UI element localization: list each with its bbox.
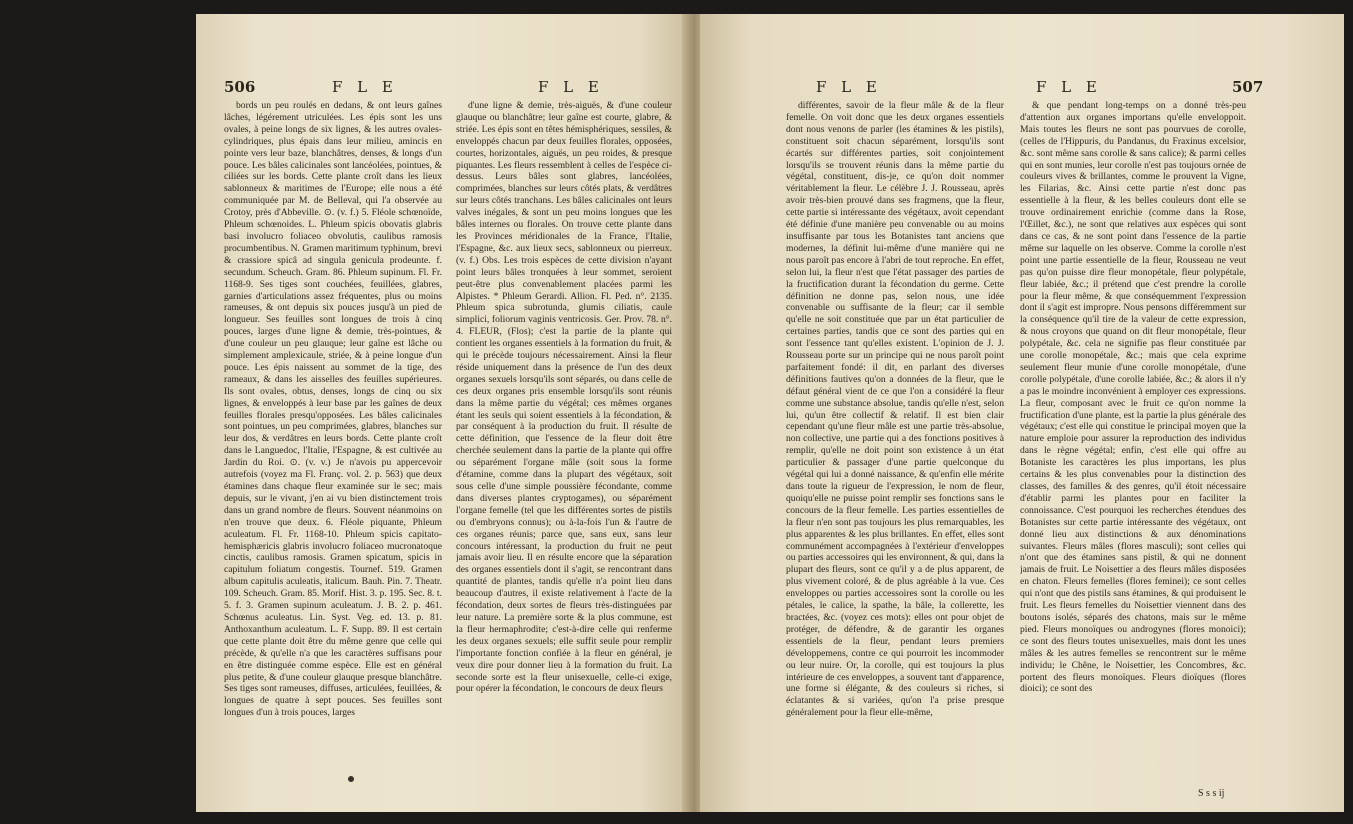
text-block: & que pendant long-temps on a donné très-peu d'attention aux organes importans qu'elle enveloppoit. Mais toutes les fleurs ne sont pas pourvues de corolle, (celles de l'Hippuris, du Pandanus, du Fraxinus excelsior, &c. sont même sans corolle & sans calice); & parmi celles qui en sont munies, leur corolle n'est pas toujours ornée de couleurs vives & brillantes, comme le prouvent la Vigne, les Filarias, &c. Ainsi cette partie n'est donc pas essentielle à la fleur, & les belles couleurs dont elle se trouve ordinairement enrichie (comme dans la Rose, l'Œillet, &c.), ne sont que relatives aux espèces qui sont dans ce cas, & ne sont point dans l'essence de la partie même sur laquelle on les observe. Comme la corolle n'est point une partie essentielle de la fleur, Rousseau ne veut pas qu'on puisse dire fleur monopétale, fleur polypétale, fleur labiée, &c.; il prétend que c'est prendre la corolle pour la fleur même, & que conséquemment l'expression dont il s'agit est impropre. Nous pensons différemment sur la conséquence qu'il tire de la valeur de cette expression, & nous croyons que quand on dit fleur monopétale, fleur polypétale, &c. cela ne signifie pas fleur constituée par une corolle monopétale, &c.; mais que cela exprime seulement fleur munie d'une corolle monopétale, d'une corolle polypétale, d'une corolle labiée, &c.; & alors il n'y a pas le moindre inconvénient à employer ces expressions. La fleur, composant avec le fruit ce qu'on nomme la fructification d'une plante, est la partie la plus générale des végétaux; c'est elle qui constitue le principal moyen que la nature emploie pour assurer la reproduction des individus dans le règne végétal; enfin, c'est elle qui offre au Botaniste les caractères les plus importans, les plus certains & les plus convenables pour la distinction des classes, des familles & des genres, qu'il étoit nécessaire d'établir parmi les plantes pour en faciliter la connoissance. C'est pourquoi les recherches étendues des Botanistes sur cette partie intéressante des végétaux, ont donné lieu aux distinctions & aux dénominations suivantes. Fleurs mâles (flores masculi); sont celles qui n'ont que des étamines sans pistil, & qui ne donnent jamais de fruit. Le Noisettier a des fleurs mâles disposées en chaton. Fleurs femelles (flores feminei); ce sont celles qui n'ont que des pistils sans étamines, & qui produisent le fruit. Les fleurs femelles du Noisettier viennent dans des boutons isolés, séparés des chatons, mais sur le même pied. Fleurs monoïques ou androgynes (flores monoici); ce sont des fleurs toutes unisexuelles, mais dont les unes mâles & les autres femelles se rencontrent sur le même individu; le Chêne, le Noisettier, les Concombres, &c. portent des fleurs monoïques. Fleurs dioïques (flores dioici); ce sont des bbox=[1020, 100, 1246, 695]
running-head-right-1: F L E bbox=[816, 78, 882, 96]
book-spread bbox=[196, 14, 1344, 812]
running-head-right-2: F L E bbox=[1036, 78, 1102, 96]
right-page bbox=[700, 14, 1344, 812]
ink-dot bbox=[348, 776, 354, 782]
text-block: différentes, savoir de la fleur mâle & de la fleur femelle. On voit donc que les deux organes essentiels dont nous venons de parler (les étamines & les pistils), constituent soit chacun séparément, lorsqu'ils sont écartés sur différentes parties, soit conjointement lorsqu'ils se trouvent réunis dans la même partie du végétal, constituent, dis-je, ce qu'on doit nommer véritablement la fleur. Le célèbre J. J. Rousseau, après avoir très-bien prouvé dans ses fragmens, que la fleur, cette partie si intéressante des végétaux, avoit cependant été définie d'une manière peu convenable ou au moins insuffisante par tous les Botanistes tant anciens que modernes, la définit lui-même d'une manière qui ne nous paroît pas encore à l'abri de tout reproche. En effet, selon lui, la fleur n'est que l'état passager des parties de la fructification durant la fécondation du germe. Cette définition ne donne pas, selon nous, une idée convenable ou suffisante de la fleur; car il semble qu'elle ne soit constituée que par un état particulier de certaines parties, tandis que ce sont des parties qui en sont l'essence tant qu'elles existent. L'opinion de J. J. Rousseau porte sur un principe qui ne nous paroît point parfaitement fondé: il dit, en parlant des diverses définitions fautives qu'on a données de la fleur, que le défaut général vient de ce que l'on a considéré la fleur comme une substance absolue, tandis qu'elle n'est, selon lui, qu'un être collectif & relatif. Il est bien clair cependant qu'une fleur mâle est une partie très-absolue, non collective, une partie qui a des fonctions positives à remplir, qu'elle ne doit point son existence à un état particulier & passager d'une partie quelconque du végétal qui lui a donné naissance, & qu'enfin elle mérite dans toute la rigueur de l'expression, le nom de fleur, quoiqu'elle ne puisse point remplir ses fonctions sans le concours de la fleur femelle. Les parties essentielles de la fleur n'en sont pas toujours les plus remarquables, les plus apparentes & les plus brillantes. En effet, elles sont communément accompagnées à l'extérieur d'enveloppes ou parties accessoires qui les environnent, & qui, dans la plupart des fleurs, sont ce qu'il y a de plus apparent, de plus vivement coloré, & de plus agréable à la vue. Ces enveloppes ou parties accessoires sont la corolle ou les pétales, le calice, la spathe, la bâle, la collerette, les bractées, &c. (voyez ces mots): elles ont pour objet de protéger, de défendre, & de garantir les organes essentiels de la fleur, pendant leurs premiers développemens, contre ce qui pourroit les incommoder ou leur nuire. Or, la corolle, qui est toujours la plus intérieure de ces enveloppes, a souvent tant d'apparence, une forme si élégante, & des couleurs si riches, si éclatantes & si variées, qu'on l'a prise presque généralement pour la fleur elle-même, bbox=[786, 100, 1004, 719]
page-number-left: 506 bbox=[224, 78, 256, 96]
text-block: bords un peu roulés en dedans, & ont leurs gaînes lâches, légérement utriculées. Les épis sont les uns ovales, à peine longs de six lignes, & les autres ovales-cylindriques, plus épais dans leur milieu, amincis en pointe vers leur baze, blanchâtres, denses, & longs d'un pouce. Les bâles calicinales sont lancéolées, pointues, & ciliées sur les bords. Cette plante croît dans les lieux sablonneux & maritimes de l'Europe; elle nous a été communiquée par M. de Belleval, qui l'a observée au Crotoy, près d'Abbeville. ⊙. (v. f.) 5. Fléole schœnoïde, Phleum schœnoides. L. Phleum spicis obovatis glabris basi involucro foliaceo obvolutis, caulibus ramosis procumbentibus. N. Gramen maritimum typhinum, brevi & crassiore spicâ ad singula genicula prodeunte. f. secundum. Scheuch. Gram. 86. Phleum supinum. Fl. Fr. 1168-9. Ses tiges sont couchées, feuillées, glabres, garnies d'articulations assez fréquentes, plus ou moins rameuses, & ont depuis six pouces jusqu'à un pied de longueur. Ses feuilles sont longues de trois à cinq pouces, larges d'une ligne & demie, très-pointues, & d'une couleur un peu glauque; leur gaîne est lâche ou simplement amplexicaule, striée, & à peine longue d'un pouce. Les épis naissent au sommet de la tige, des rameaux, & dans les aisselles des feuilles supérieures. Ils sont ovales, obtus, denses, longs de cinq ou six lignes, & enveloppés à leur base par les gaînes de deux feuilles florales presqu'opposées. Les bâles calicinales sont pointues, un peu comprimées, glabres, blanches sur leur dos, & verdâtres en leurs bords. Cette plante croît dans le Languedoc, l'Italie, l'Espagne, & est cultivée au Jardin du Roi. ⊙. (v. v.) Je n'avois pu appercevoir autrefois (voyez ma Fl. Franç. vol. 2. p. 563) que deux étamines dans chaque fleur examinée sur le sec; mais depuis, sur le vivant, j'en ai vu bien distinctement trois dans un grand nombre de fleurs. Souvent néanmoins on n'en trouve que deux. 6. Fléole piquante, Phleum aculeatum. Fl. Fr. 1168-10. Phleum spicis capitato-hemisphæricis glabris involucro foliaceo mucronatoque cinctis, caulibus ramosis. Gramen spicatum, spicis in capitulum foliatum congestis. Tournef. 519. Gramen album capitulis aculeatis, italicum. Bauh. Pin. 7. Theatr. 109. Scheuch. Gram. 85. Morif. Hist. 3. p. 195. Sec. 8. t. 5. f. 3. Gramen supinum aculeatum. J. B. 2. p. 461. Schœnus aculeatus. Lin. Syst. Veg. ed. 13. p. 81. Anthoxanthum aculeatum. L. F. Supp. 89. Il est certain que cette plante doit être du même genre que celle qui précède, & qu'elle n'a que les caractères suffisans pour en être distinguée comme espèce. Elle est en général plus petite, & d'une couleur glauque presque blanchâtre. Ses tiges sont rameuses, diffuses, articulées, feuillées, & longues de quatre à sept pouces. Ses feuilles sont longues d'un à trois pouces, larges bbox=[224, 100, 442, 719]
running-head-left-1: F L E bbox=[332, 78, 398, 96]
signature-mark: S s s ij bbox=[1198, 788, 1225, 799]
right-page-column-2 bbox=[1020, 100, 1246, 790]
right-page-column-1 bbox=[786, 100, 1004, 790]
left-page bbox=[196, 14, 688, 812]
running-head-left-2: F L E bbox=[538, 78, 604, 96]
page-number-right: 507 bbox=[1232, 78, 1264, 96]
text-block: d'une ligne & demie, très-aiguës, & d'une couleur glauque ou blanchâtre; leur gaîne est courte, glabre, & striée. Les épis sont en têtes hémisphériques, sessiles, & enveloppés chacun par deux feuilles florales, opposées, courtes, horizontales, aiguës, un peu roides, & presque piquantes. Les fleurs ressemblent à celles de l'espèce ci-dessus. Leurs bâles sont glabres, lancéolées, comprimées, blanches sur leurs côtés plats, & verdâtres sur leurs côtés tranchans. Les bâles calicinales ont leurs valves inégales, & sont un peu moins longues que les bâles internes ou florales. On trouve cette plante dans les Provinces méridionales de la France, l'Italie, l'Espagne, &c. aux lieux secs, sablonneux ou pierreux. (v. f.) Obs. Les trois espèces de cette division n'ayant point leurs bâles tronquées à leur sommet, seroient peut-être plus convenablement placées parmi les Alpistes. * Phleum Gerardi. Allion. Fl. Ped. n°. 2135. Phleum spica subrotunda, glumis ciliatis, caule simplici, foliorum vaginis ventricosis. Ger. Prov. 78. n°. 4. FLEUR, (Flos); c'est la partie de la plante qui contient les organes essentiels à la formation du fruit, & qui le précède toujours nécessairement. Ainsi la fleur réside uniquement dans la présence de l'un des deux organes sexuels lorsqu'ils sont séparés, ou dans celle de ces deux organes pris ensemble lorsqu'ils sont réunis dans la même partie du végétal; ces mêmes organes étant les seuls qui soient essentiels à la fécondation, & par conséquent à la production du fruit. Il résulte de cette définition, que l'essence de la fleur doit être cherchée seulement dans la partie de la plante qui offre ou séparément l'organe mâle (soit sous la forme d'étamine, comme dans la plupart des végétaux, soit sous celle d'une simple poussière fécondante, comme dans diverses plantes cryptogames), ou séparément l'organe femelle (tel que les différentes sortes de pistils ou d'embryons connus); ou à-la-fois l'un & l'autre de ces organes réunis; parce que, sans eux, sans leur concours intéressant, la production du fruit ne peut jamais avoir lieu. Il en résulte encore que la séparation des organes essentiels dont il s'agit, se rencontrant dans quantité de plantes, tandis qu'elle n'a point lieu dans beaucoup d'autres, il existe relativement à l'acte de la fécondation, deux sortes de fleurs très-distinguées par leur nature. La première sorte & la plus commune, est la fleur hermaphrodite; c'est-à-dire celle qui renferme les deux organes sexuels; elle suffit seule pour remplir l'importante fonction confiée à la fleur en général, je veux dire pour donner lieu à la formation du fruit. La seconde sorte est la fleur unisexuelle, celle-ci exige, pour opérer la fécondation, le concours de deux fleurs bbox=[456, 100, 672, 695]
left-page-column-1 bbox=[224, 100, 442, 790]
left-page-column-2 bbox=[456, 100, 672, 790]
